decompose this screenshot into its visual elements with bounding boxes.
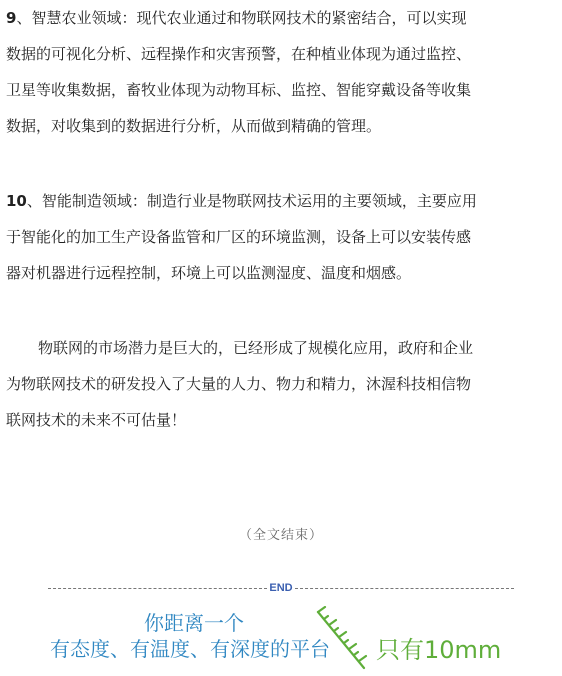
end-label: END xyxy=(269,582,293,594)
item-number: 9 xyxy=(6,9,17,27)
footer-slogan-line1: 你距离一个 xyxy=(144,611,244,635)
paragraph-line: 为物联网技术的研发投入了大量的人力、物力和精力，沐渥科技相信物 xyxy=(6,375,472,393)
paragraph-line: 卫星等收集数据，畜牧业体现为动物耳标、监控、智能穿戴设备等收集 xyxy=(6,81,472,99)
end-of-article-note: （全文结束） xyxy=(238,528,323,543)
item-number: 10 xyxy=(6,192,27,210)
divider-dash-left xyxy=(48,588,267,589)
footer-slogan-line2: 有态度、有温度、有深度的平台 xyxy=(50,637,330,661)
paragraph-line: 9、智慧农业领域：现代农业通过和物联网技术的紧密结合，可以实现 xyxy=(6,9,467,27)
paragraph-line: 数据的可视化分析、远程操作和灾害预警，在种植业体现为通过监控、 xyxy=(6,45,472,63)
paragraph-line: 联网技术的未来不可估量！ xyxy=(6,411,187,429)
end-divider xyxy=(48,580,514,596)
footer-slogan-line3: 只有10mm xyxy=(376,636,502,664)
paragraph-conclusion xyxy=(6,330,558,438)
paragraph-line: 数据，对收集到的数据进行分析，从而做到精确的管理。 xyxy=(6,117,382,135)
paragraph-line: 器对机器进行远程控制，环境上可以监测湿度、温度和烟感。 xyxy=(6,264,412,282)
paragraph-line: 于智能化的加工生产设备监管和厂区的环境监测，设备上可以安装传感 xyxy=(6,228,472,246)
paragraph-smart-manufacturing xyxy=(6,183,558,291)
ruler-icon xyxy=(312,606,372,676)
paragraph-line: 物联网的市场潜力是巨大的，已经形成了规模化应用，政府和企业 xyxy=(38,339,474,357)
divider-dash-right xyxy=(295,588,514,589)
paragraph-line: 10、智能制造领域：制造行业是物联网技术运用的主要领域，主要应用 xyxy=(6,192,477,210)
paragraph-smart-agriculture xyxy=(6,0,558,144)
